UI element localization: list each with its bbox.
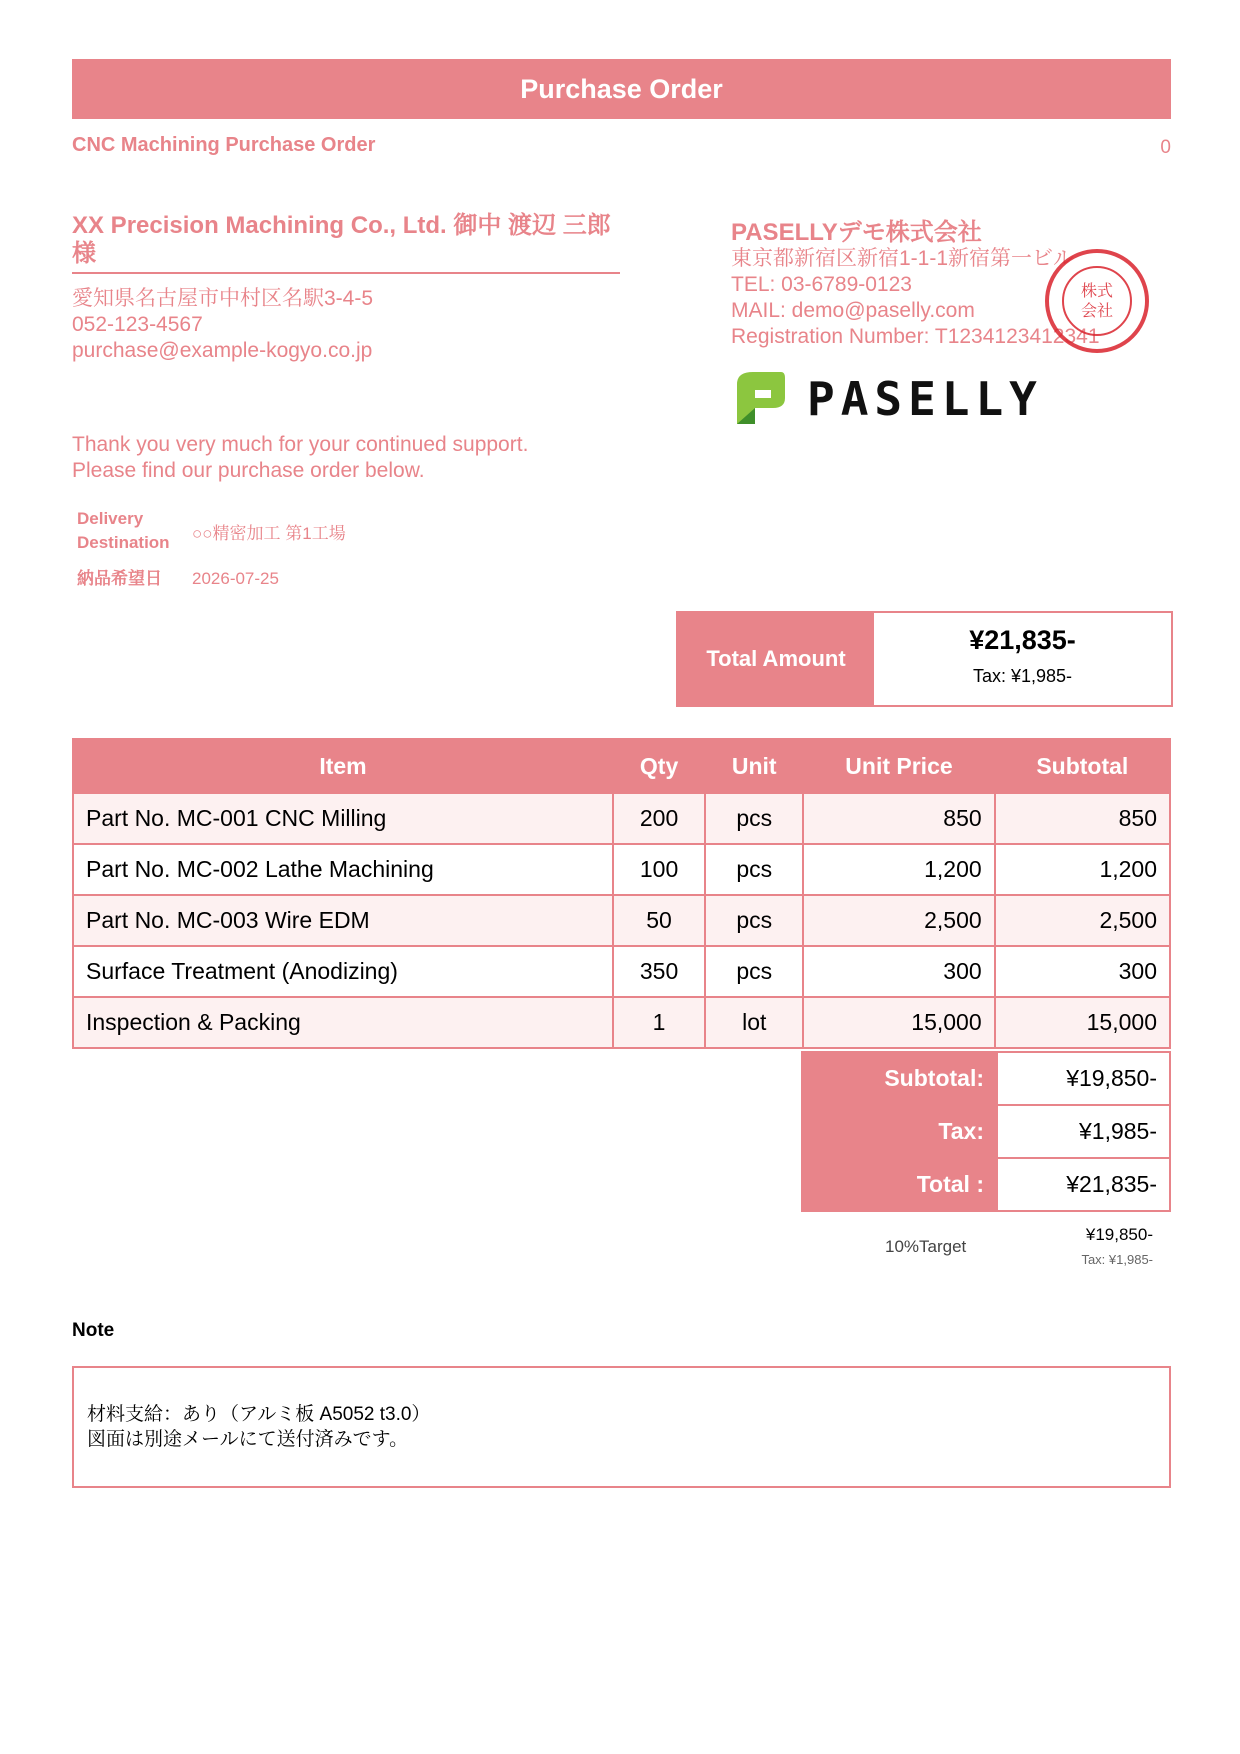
item-subtotal: 300: [995, 946, 1170, 997]
client-name: XX Precision Machining Co., Ltd. 御中 渡辺 三郎 様: [72, 212, 620, 274]
company-mail: MAIL: demo@paselly.com: [731, 299, 975, 322]
tax-breakdown-tax: Tax: ¥1,985-: [1081, 1252, 1153, 1267]
item-name: Part No. MC-002 Lathe Machining: [73, 844, 613, 895]
total-amount-label: Total Amount: [678, 613, 874, 705]
header-qty: Qty: [613, 739, 705, 793]
item-unit: pcs: [705, 844, 803, 895]
total-amount-value: ¥21,835-: [969, 625, 1076, 655]
svg-text:株式: 株式: [1080, 281, 1114, 300]
table-row: [73, 844, 1170, 895]
company-registration: Registration Number: T1234123412341: [731, 325, 1100, 348]
svg-text:会社: 会社: [1080, 301, 1114, 320]
table-row: [73, 895, 1170, 946]
company-address: 東京都新宿区新宿1-1-1新宿第一ビル: [731, 247, 1075, 270]
item-unit: pcs: [705, 946, 803, 997]
item-name: Part No. MC-001 CNC Milling: [73, 793, 613, 844]
paselly-logo: [731, 368, 1061, 430]
document-subtitle: CNC Machining Purchase Order: [72, 134, 376, 156]
item-unit-price: 300: [803, 946, 994, 997]
item-unit-price: 1,200: [803, 844, 994, 895]
client-address: 愛知県名古屋市中村区名駅3-4-5: [72, 287, 374, 310]
item-subtotal: 1,200: [995, 844, 1170, 895]
item-unit: lot: [705, 997, 803, 1048]
delivery-date-value: 2026-07-25: [192, 569, 279, 588]
company-tel: TEL: 03-6789-0123: [731, 273, 912, 296]
client-info: [72, 286, 373, 364]
item-unit-price: 850: [803, 793, 994, 844]
delivery-date-label: 納品希望日: [77, 569, 162, 588]
item-name: Inspection & Packing: [73, 997, 613, 1048]
item-qty: 1: [613, 997, 705, 1048]
table-row: [73, 793, 1170, 844]
summary-tax-value: ¥1,985-: [997, 1105, 1170, 1158]
page-number: 0: [1160, 137, 1171, 158]
tax-breakdown-label: 10%Target: [885, 1237, 967, 1256]
item-unit: pcs: [705, 895, 803, 946]
greeting-line-1: Thank you very much for your continued support.: [72, 433, 529, 456]
summary-subtotal-row: [802, 1052, 1170, 1105]
header-item: Item: [73, 739, 613, 793]
item-subtotal: 15,000: [995, 997, 1170, 1048]
item-unit-price: 15,000: [803, 997, 994, 1048]
header-unit: Unit: [705, 739, 803, 793]
client-tel: 052-123-4567: [72, 313, 203, 336]
delivery-destination-label: Delivery Destination: [77, 509, 170, 552]
delivery-date-row: [72, 565, 346, 593]
greeting-line-2: Please find our purchase order below.: [72, 459, 425, 482]
items-table: [72, 738, 1171, 1049]
item-qty: 200: [613, 793, 705, 844]
greeting: [72, 432, 528, 484]
table-row: [73, 946, 1170, 997]
summary-subtotal-value: ¥19,850-: [997, 1052, 1170, 1105]
note-line-1: 材料支給：あり（アルミ板 A5052 t3.0）: [87, 1404, 431, 1425]
note-title: Note: [72, 1320, 115, 1341]
company-name: PASELLYデモ株式会社: [731, 219, 982, 246]
leaf-logo-icon: [731, 368, 791, 428]
delivery-destination-value: ○○精密加工 第1工場: [192, 523, 346, 543]
items-header-row: [73, 739, 1170, 793]
item-qty: 50: [613, 895, 705, 946]
logo-wordmark: PASELLY: [807, 372, 1043, 426]
total-amount-value-cell: [874, 613, 1171, 705]
summary-total-value: ¥21,835-: [997, 1158, 1170, 1211]
summary-total-row: [802, 1158, 1170, 1211]
delivery-destination-row: [72, 505, 346, 557]
total-amount-tax: Tax: ¥1,985-: [972, 666, 1073, 686]
client-email: purchase@example-kogyo.co.jp: [72, 339, 373, 362]
document-title: Purchase Order: [72, 59, 1171, 119]
table-row: [73, 997, 1170, 1048]
header-unit-price: Unit Price: [803, 739, 994, 793]
item-unit: pcs: [705, 793, 803, 844]
item-unit-price: 2,500: [803, 895, 994, 946]
summary-subtotal-label: Subtotal:: [802, 1052, 997, 1105]
company-seal-stamp: [1042, 246, 1152, 356]
summary-tax-row: [802, 1105, 1170, 1158]
summary-tax-label: Tax:: [802, 1105, 997, 1158]
total-amount-box: [676, 611, 1173, 707]
tax-breakdown-value: ¥19,850-: [1085, 1225, 1153, 1244]
note-line-2: 図面は別途メールにて送付済みです。: [87, 1429, 409, 1450]
item-qty: 100: [613, 844, 705, 895]
item-qty: 350: [613, 946, 705, 997]
summary-table: [801, 1051, 1171, 1212]
note-box: [72, 1366, 1171, 1488]
item-subtotal: 2,500: [995, 895, 1170, 946]
header-subtotal: Subtotal: [995, 739, 1170, 793]
item-subtotal: 850: [995, 793, 1170, 844]
delivery-meta: [72, 505, 346, 593]
item-name: Part No. MC-003 Wire EDM: [73, 895, 613, 946]
item-name: Surface Treatment (Anodizing): [73, 946, 613, 997]
summary-total-label: Total :: [802, 1158, 997, 1211]
